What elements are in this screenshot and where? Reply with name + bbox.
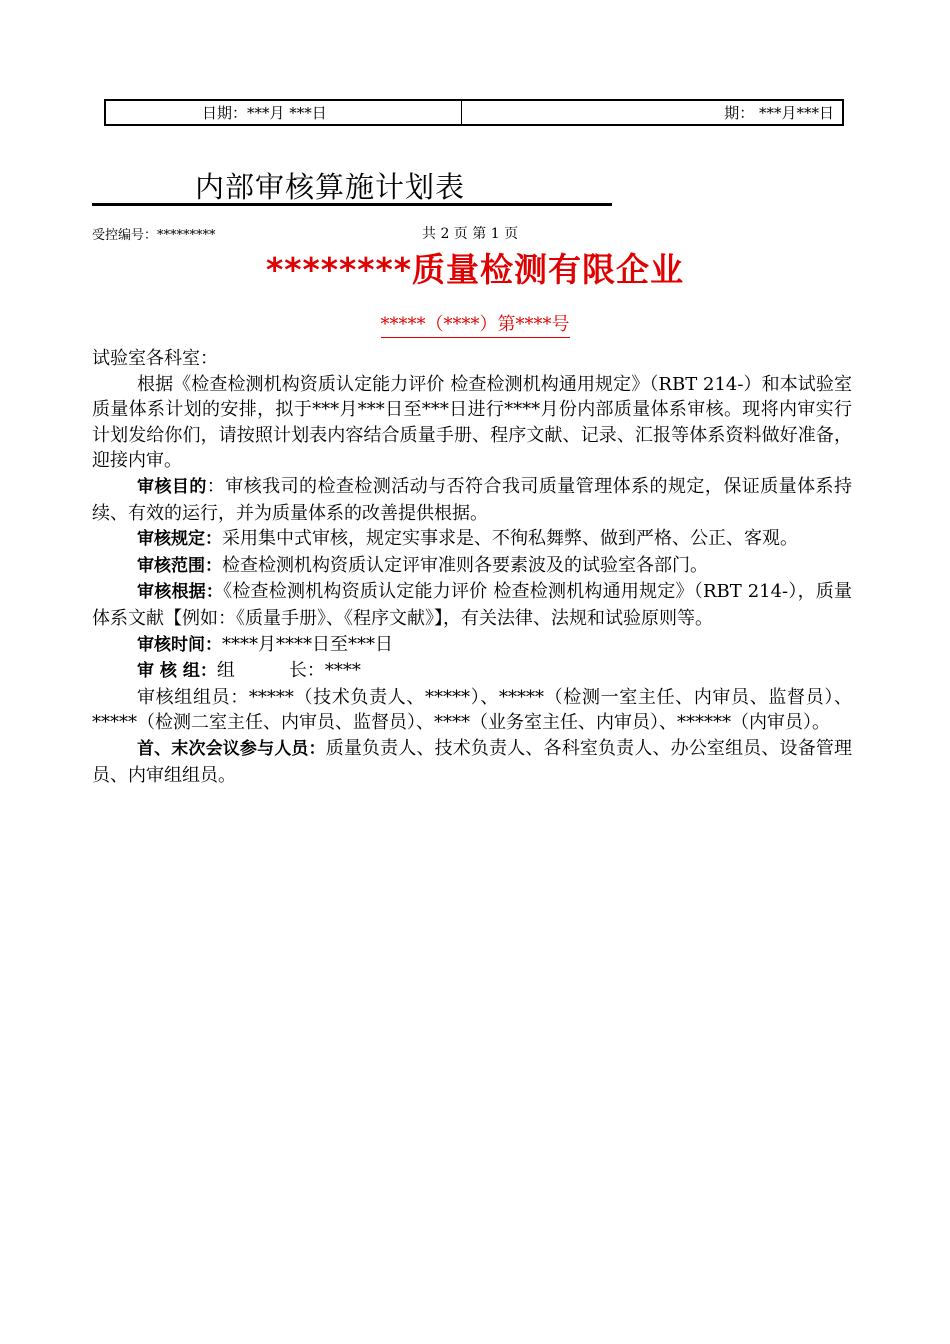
intro-paragraph: 根据《检查检测机构资质认定能力评价 检查检测机构通用规定》（RBT 214-）和本试验室质量体系计划的安排，拟于***月***日至***日进行****月份内部质量体系审核。现将内审实行计划发给你们，请按照计划表内容结合质量手册、程序文献、记录、汇报等体系资料做好准备，迎接内审。 bbox=[92, 373, 852, 472]
document-number-text: *****（****）第****号 bbox=[381, 314, 570, 338]
addressee: 试验室各科室： bbox=[92, 348, 218, 369]
time-text: ****月****日至***日 bbox=[222, 633, 393, 655]
rule-paragraph bbox=[92, 526, 852, 553]
date-right: 期： ***月***日 bbox=[724, 104, 834, 122]
basis-text: 《检查检测机构资质认定能力评价 检查检测机构通用规定》（RBT 214-），质量体系文献【例如：《质量手册》、《程序文献》】，有关法律、法规和试验原则等。 bbox=[92, 581, 853, 629]
document-number bbox=[0, 310, 950, 336]
rule-text: 采用集中式审核，规定实事求是、不徇私舞弊、做到严格、公正、客观。 bbox=[222, 528, 798, 550]
group-text: 组 长：**** bbox=[216, 660, 361, 682]
page-title: 内部审核算施计划表 bbox=[195, 170, 466, 204]
company-name: ********质量检测有限企业 bbox=[265, 250, 685, 289]
purpose-text: ：审核我司的检查检测活动与否符合我司质量管理体系的规定，保证质量体系持续、有效的运行，并为质量体系的改善提供根据。 bbox=[92, 475, 853, 524]
scope-text: 检查检测机构资质认定评审准则各要素波及的试验室各部门。 bbox=[222, 554, 708, 576]
purpose-paragraph bbox=[92, 474, 852, 526]
basis-label: 审核根据： bbox=[137, 582, 224, 603]
meeting-label: 首、末次会议参与人员： bbox=[137, 738, 326, 759]
meeting-paragraph bbox=[92, 736, 852, 788]
rule-label: 审核规定： bbox=[137, 529, 222, 550]
page-info: 共 2 页 第 1 页 bbox=[422, 226, 519, 242]
title-underline bbox=[92, 168, 612, 206]
scope-paragraph bbox=[92, 553, 852, 580]
scope-label: 审核范围： bbox=[137, 555, 222, 576]
time-paragraph bbox=[92, 632, 852, 659]
time-label: 审核时间： bbox=[137, 634, 222, 655]
basis-paragraph bbox=[92, 579, 852, 631]
document-body bbox=[92, 346, 852, 788]
date-left: 日期：***月 ***日 bbox=[106, 101, 462, 124]
date-table bbox=[104, 99, 844, 126]
group-label: 审 核 组： bbox=[137, 661, 217, 682]
control-number: 受控编号：********* bbox=[92, 228, 216, 243]
meeting-text: 质量负责人、技术负责人、各科室负责人、办公室组员、设备管理员、内审组组员。 bbox=[92, 737, 853, 786]
members-paragraph: 审核组组员：*****（技术负责人、*****）、*****（检测一室主任、内审员、监督员）、*****（检测二室主任、内审员、监督员）、****（业务室主任、内审员）、******（内审员）。 bbox=[92, 686, 852, 734]
purpose-label: 审核目的 bbox=[137, 476, 207, 497]
group-paragraph bbox=[92, 658, 852, 685]
